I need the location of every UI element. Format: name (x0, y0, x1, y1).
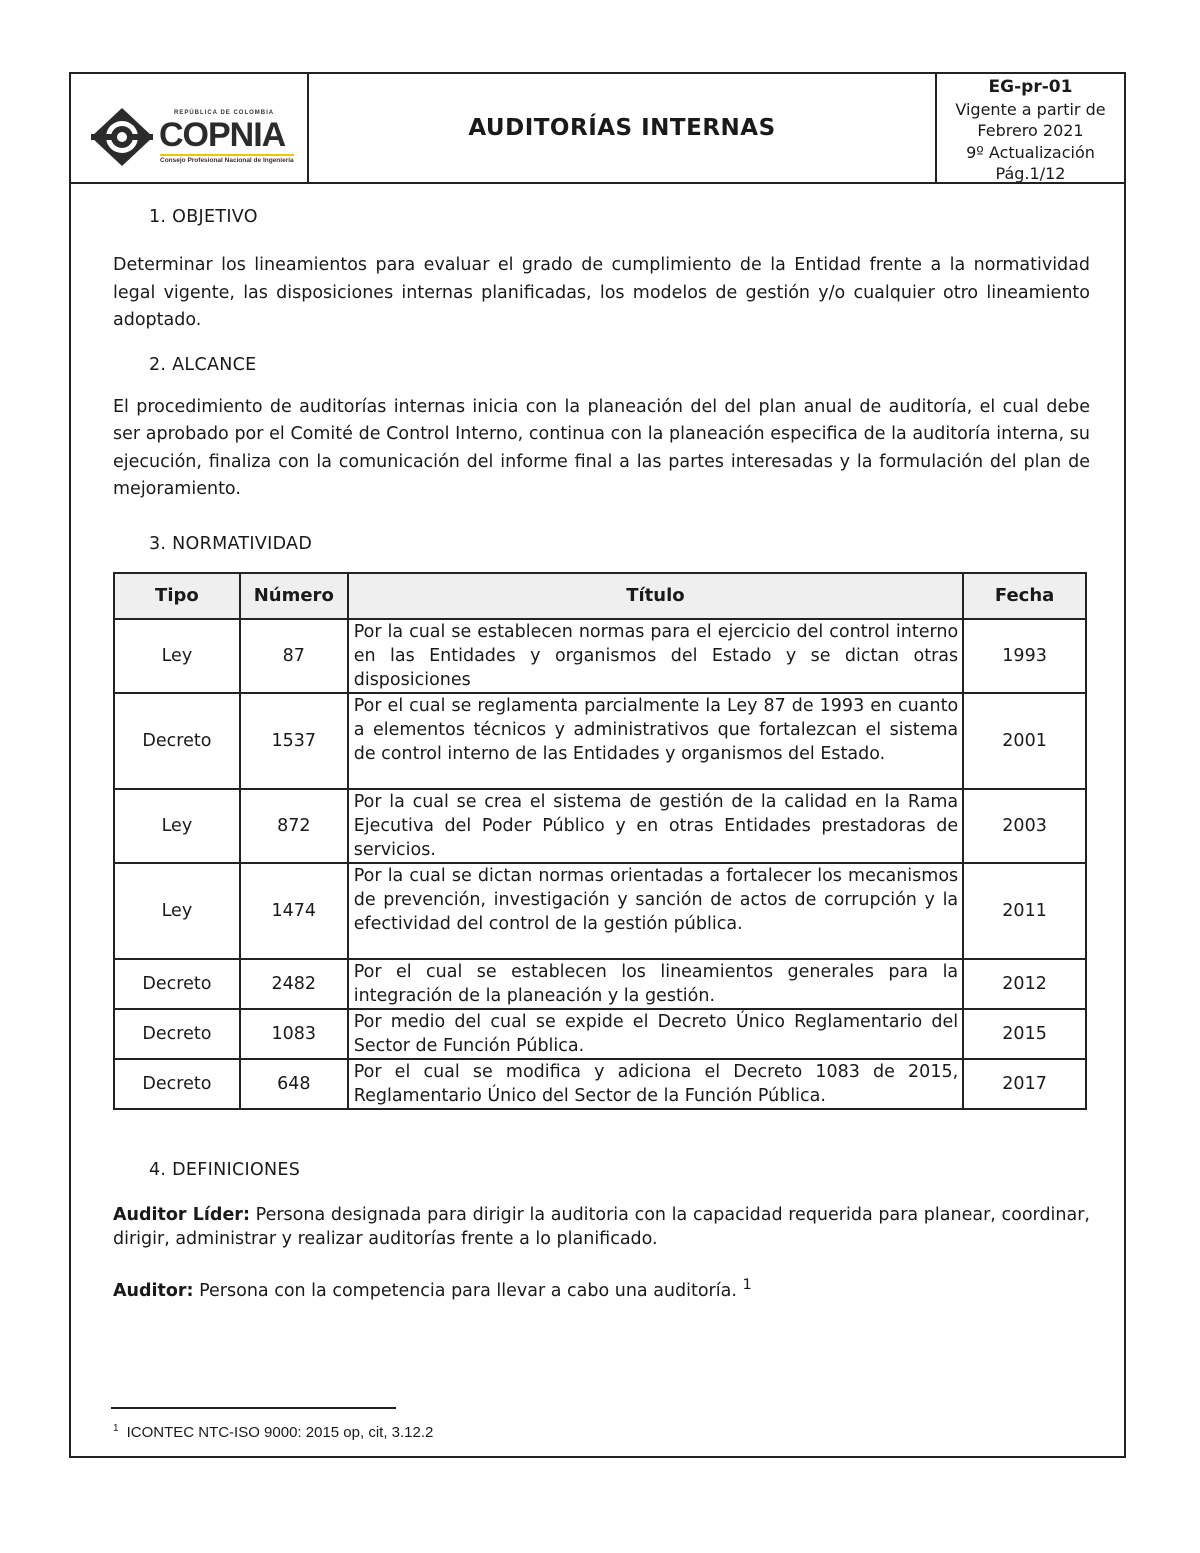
cell-fecha: 2017 (963, 1059, 1086, 1109)
objetivo-text: Determinar los lineamientos para evaluar el grado de cumplimiento de la Entidad frente a la normatividad legal vigente, las disposiciones internas planificadas, los modelos de gestión y/o cualquier otro lineamiento adoptado. (113, 255, 1090, 330)
cell-titulo: Por el cual se modifica y adiciona el Decreto 1083 de 2015, Reglamentario Único del Sector de la Función Pública. (348, 1059, 963, 1109)
cell-fecha: 2011 (963, 863, 1086, 959)
cell-numero: 87 (240, 619, 348, 693)
table-header-row (114, 573, 1086, 619)
cell-numero: 1083 (240, 1009, 348, 1059)
valid-from-label: Vigente a partir de (955, 99, 1106, 119)
footnote-number: 1 (113, 1423, 119, 1434)
cell-tipo: Ley (114, 619, 240, 693)
cell-tipo: Decreto (114, 693, 240, 789)
section-heading-definiciones: 4. DEFINICIONES (149, 1159, 301, 1180)
cell-tipo: Decreto (114, 959, 240, 1009)
table-row (114, 619, 1086, 693)
update-number: 9º Actualización (966, 142, 1095, 162)
column-header-tipo: Tipo (114, 573, 240, 619)
cell-titulo: Por el cual se reglamenta parcialmente la Ley 87 de 1993 en cuanto a elementos técnicos y administrativos que fortalezcan el sistema de control interno de las Entidades y organismos del Estado. (348, 693, 963, 789)
cell-titulo: Por la cual se crea el sistema de gestión de la calidad en la Rama Ejecutiva del Poder Público y en otras Entidades prestadoras de servicios. (348, 789, 963, 863)
cell-tipo: Ley (114, 789, 240, 863)
cell-numero: 1537 (240, 693, 348, 789)
section-heading-normatividad: 3. NORMATIVIDAD (149, 533, 313, 554)
cell-fecha: 2003 (963, 789, 1086, 863)
document-page (69, 72, 1126, 1458)
cell-tipo: Decreto (114, 1059, 240, 1109)
table-row (114, 1059, 1086, 1109)
cell-numero: 872 (240, 789, 348, 863)
copnia-logo (89, 104, 294, 168)
footnote-separator (111, 1407, 396, 1409)
valid-date: Febrero 2021 (977, 121, 1084, 140)
alcance-text: El procedimiento de auditorías internas inicia con la planeación del del plan anual de auditoría, el cual debe ser aprobado por el Comité de Control Interno, continua con la planeación especifica de la auditoría interna, su ejecución, finaliza con la comunicación del informe final a las partes interesadas y la formulación del plan de mejoramiento. (113, 396, 1090, 499)
section-heading-objetivo: 1. OBJETIVO (149, 207, 258, 227)
logo-subtitle: Consejo Profesional Nacional de Ingeniería (160, 154, 294, 164)
cell-fecha: 1993 (963, 619, 1086, 693)
section-heading-alcance: 2. ALCANCE (149, 354, 257, 375)
cell-numero: 2482 (240, 959, 348, 1009)
cell-tipo: Ley (114, 863, 240, 959)
normatividad-table (113, 572, 1087, 1110)
table-row (114, 863, 1086, 959)
document-code: EG-pr-01 (988, 77, 1073, 97)
cell-numero: 648 (240, 1059, 348, 1109)
column-header-titulo: Título (348, 573, 963, 619)
cell-fecha: 2015 (963, 1009, 1086, 1059)
column-header-numero: Número (240, 573, 348, 619)
logo-name: COPNIA (159, 116, 286, 154)
cell-tipo: Decreto (114, 1009, 240, 1059)
footnote-reference[interactable]: 1 (742, 1275, 752, 1293)
cell-fecha: 2012 (963, 959, 1086, 1009)
logo-small-text: REPÚBLICA DE COLOMBIA (174, 110, 275, 116)
page-number: Pág.1/12 (995, 164, 1066, 183)
cell-titulo: Por la cual se dictan normas orientadas a fortalecer los mecanismos de prevención, investigación y sanción de actos de corrupción y la efectividad del control de la gestión pública. (348, 863, 963, 959)
definition-term: Auditor Líder: (113, 1204, 250, 1225)
definition-text: Persona con la competencia para llevar a cabo una auditoría. (193, 1280, 737, 1301)
definition-auditor-lider (113, 1203, 1090, 1252)
copnia-emblem-icon (89, 106, 155, 168)
cell-titulo: Por la cual se establecen normas para el ejercicio del control interno en las Entidades y organismos del Estado y se dictan otras disposiciones (348, 619, 963, 693)
definition-text: Persona designada para dirigir la auditoria con la capacidad requerida para planear, coordinar, dirigir, administrar y realizar auditorías frente a lo planificado. (113, 1204, 1090, 1249)
footnote (113, 1423, 433, 1441)
cell-titulo: Por el cual se establecen los lineamientos generales para la integración de la planeación y la gestión. (348, 959, 963, 1009)
document-meta (937, 74, 1124, 182)
footnote-text: ICONTEC NTC-ISO 9000: 2015 op, cit, 3.12.2 (126, 1424, 434, 1441)
document-title: AUDITORÍAS INTERNAS (309, 74, 937, 182)
table-row (114, 789, 1086, 863)
table-row (114, 1009, 1086, 1059)
table-row (114, 693, 1086, 789)
cell-numero: 1474 (240, 863, 348, 959)
cell-fecha: 2001 (963, 693, 1086, 789)
cell-titulo: Por medio del cual se expide el Decreto Único Reglamentario del Sector de Función Pública. (348, 1009, 963, 1059)
definition-term: Auditor: (113, 1280, 194, 1301)
table-row (114, 959, 1086, 1009)
document-body (113, 182, 1090, 1303)
column-header-fecha: Fecha (963, 573, 1086, 619)
document-header (71, 74, 1124, 184)
definition-auditor (113, 1273, 1090, 1303)
logo-cell (71, 74, 309, 182)
